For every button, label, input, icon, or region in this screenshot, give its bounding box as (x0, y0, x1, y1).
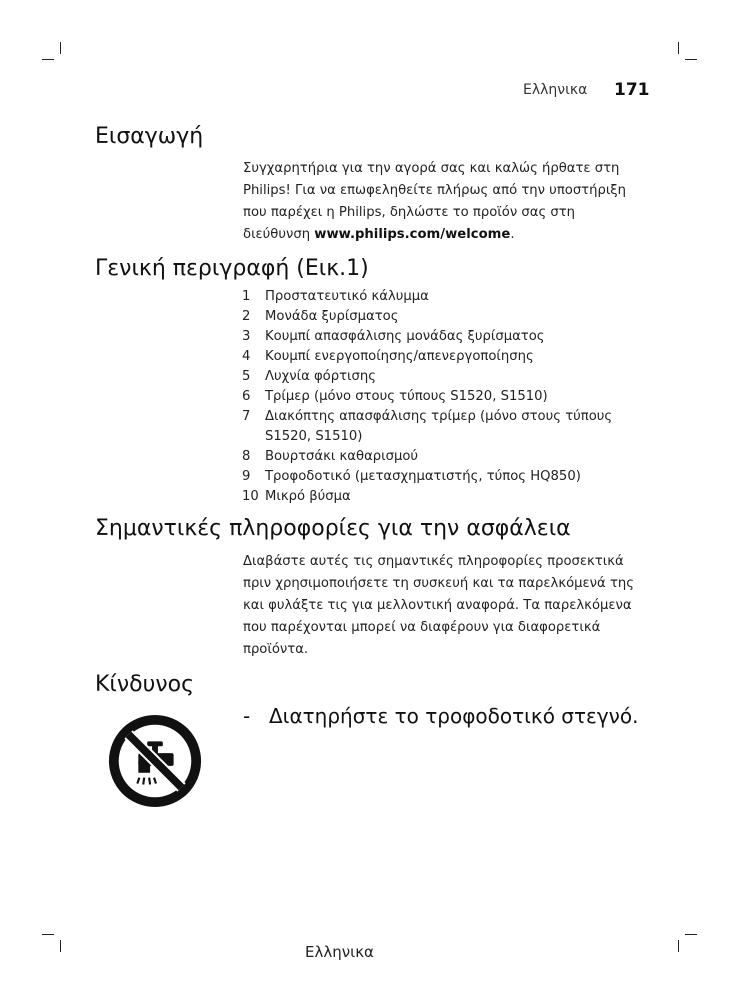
warning-text: Διατηρήστε το τροφοδοτικό στεγνό. (269, 704, 639, 728)
list-item-text: Προστατευτικό κάλυμμα (265, 289, 429, 304)
list-item-text: Κουμπί ενεργοποίησης/απενεργοποίησης (265, 349, 534, 364)
list-item-number: 3 (242, 329, 251, 344)
list-item-text: Τροφοδοτικό (μετασχηματιστής, τύπος HQ850) (265, 469, 581, 484)
no-water-tap-icon (106, 712, 204, 810)
footer-language: Ελληνικα (305, 943, 374, 961)
list-item (242, 287, 642, 307)
page-number: 171 (614, 80, 650, 100)
list-item (242, 387, 642, 407)
section-title-intro: Εισαγωγή (95, 124, 204, 149)
intro-text-end: . (510, 227, 515, 242)
list-item-text: Κουμπί απασφάλισης μονάδας ξυρίσματος (265, 329, 545, 344)
list-item-text: Τρίμερ (μόνο στους τύπους S1520, S1510) (265, 389, 548, 404)
list-item-number: 2 (242, 309, 251, 324)
section-title-overview: Γενική περιγραφή (Εικ.1) (95, 256, 369, 281)
list-item (242, 467, 642, 487)
section-title-danger: Κίνδυνος (95, 672, 195, 697)
intro-paragraph (243, 158, 643, 246)
section-title-safety: Σημαντικές πληροφορίες για την ασφάλεια (95, 516, 571, 541)
list-item (242, 307, 642, 327)
list-item (242, 447, 642, 467)
list-item (242, 487, 642, 507)
list-item-number: 8 (242, 449, 251, 464)
list-item-number: 7 (242, 409, 251, 424)
list-item-number: 9 (242, 469, 251, 484)
safety-paragraph: Διαβάστε αυτές τις σημαντικές πληροφορίες προσεκτικά πριν χρησιμοποιήσετε τη συσκευή και τα παρελκόμενά της και φυλάξτε τις για μελλοντική αναφορά. Τα παρελκόμενα που παρέχονται μπορεί να διαφέρουν για διαφορετικά προϊόντα. (243, 554, 634, 657)
list-item-number: 5 (242, 369, 251, 384)
header-language: Ελληνικα (523, 82, 588, 98)
parts-list (242, 287, 642, 507)
list-item-text: Βουρτσάκι καθαρισμού (265, 449, 419, 464)
list-item-number: 10 (242, 489, 259, 504)
list-item (242, 367, 642, 387)
welcome-link[interactable]: www.philips.com/welcome (314, 227, 511, 242)
list-item-number: 1 (242, 289, 251, 304)
list-item-text: Λυχνία φόρτισης (265, 369, 376, 384)
list-item-text: Διακόπτης απασφάλισης τρίμερ (μόνο στους τύπους S1520, S1510) (265, 409, 613, 444)
list-item (242, 327, 642, 347)
list-item (242, 407, 642, 447)
intro-text: Συγχαρητήρια για την αγορά σας και καλώς ήρθατε στη Philips! Για να επωφεληθείτε πλήρως από την υποστήριξη που παρέχει η Philips, δηλώστε το προϊόν σας στη διεύθυνση (243, 161, 627, 242)
list-item (242, 347, 642, 367)
list-item-number: 4 (242, 349, 251, 364)
list-item-number: 6 (242, 389, 251, 404)
bullet-dash: - (243, 704, 251, 728)
list-item-text: Μονάδα ξυρίσματος (265, 309, 399, 324)
list-item-text: Μικρό βύσμα (265, 489, 351, 504)
danger-warning (243, 704, 638, 728)
